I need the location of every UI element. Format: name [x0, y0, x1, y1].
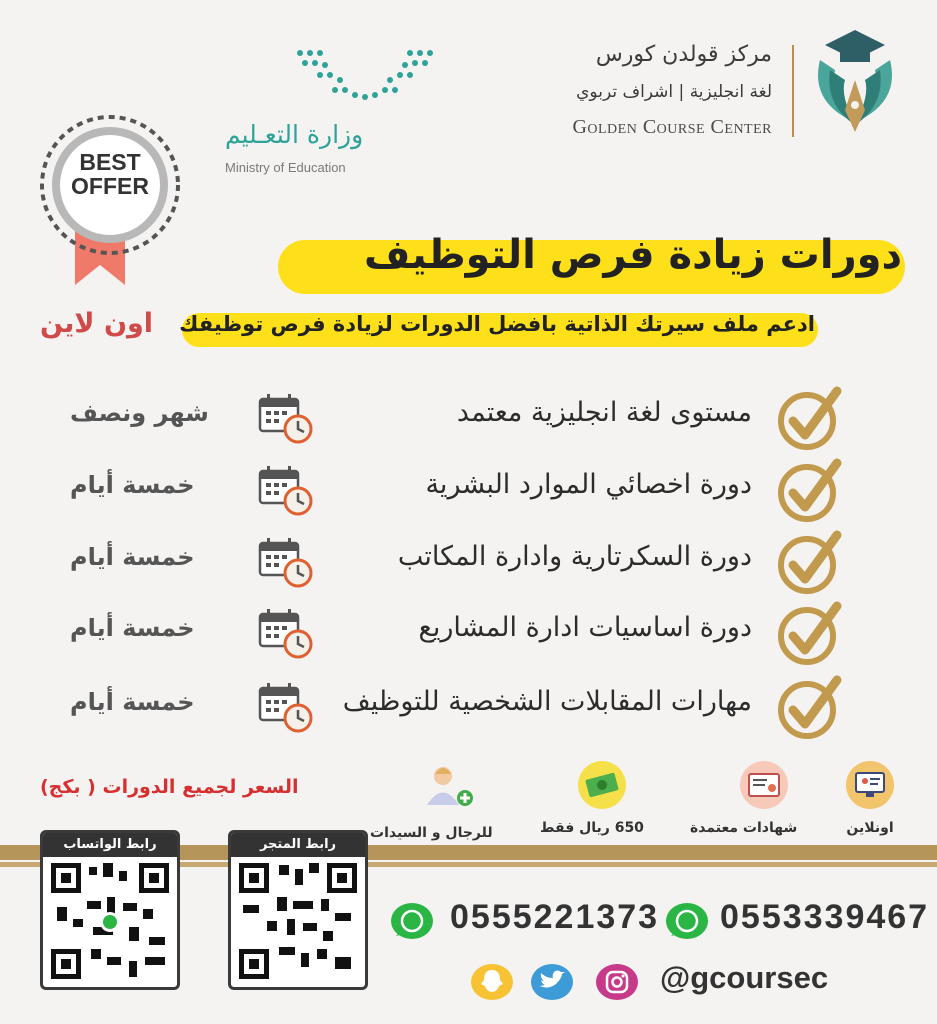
- whatsapp-icon[interactable]: [665, 902, 709, 940]
- center-subtitle-ar: لغة انجليزية | اشراف تربوي: [576, 82, 772, 102]
- course-name: مهارات المقابلات الشخصية للتوظيف: [342, 686, 752, 717]
- money-icon: [577, 760, 627, 810]
- course-name: دورة اخصائي الموارد البشرية: [425, 469, 752, 500]
- calendar-clock-icon: [258, 535, 318, 590]
- badge-line2: OFFER: [71, 173, 149, 199]
- course-name: دورة اساسيات ادارة المشاريع: [418, 612, 752, 643]
- check-icon: [775, 598, 845, 668]
- course-duration: خمسة أيام: [70, 543, 195, 571]
- certificate-icon: [739, 760, 789, 810]
- ministry-name-ar: وزارة التعـليم: [225, 120, 364, 149]
- course-duration: خمسة أيام: [70, 471, 195, 499]
- people-icon: [421, 760, 481, 815]
- price-note: السعر لجميع الدورات ( بكج): [40, 776, 299, 798]
- course-duration: خمسة أيام: [70, 688, 195, 716]
- calendar-clock-icon: [258, 680, 318, 735]
- calendar-clock-icon: [258, 606, 318, 661]
- whatsapp-qr-label: رابط الواتساب: [43, 833, 177, 857]
- instagram-icon[interactable]: [595, 962, 640, 1002]
- feature-audience-label: للرجال و السيدات: [370, 825, 493, 841]
- calendar-clock-icon: [258, 391, 318, 446]
- feature-online-label: اونلاين: [846, 820, 894, 836]
- course-row: [0, 455, 937, 525]
- phone-number-2[interactable]: 0555221373: [450, 898, 660, 936]
- phone-number-1[interactable]: 0553339467: [720, 898, 930, 936]
- course-row: [0, 383, 937, 453]
- subtitle: ادعم ملف سيرتك الذاتية بافضل الدورات لزيادة فرص توظيفك: [179, 312, 815, 336]
- store-qr-card[interactable]: [228, 830, 368, 990]
- best-offer-badge: [20, 110, 200, 290]
- course-row: [0, 598, 937, 668]
- ministry-logo-icon: [290, 45, 440, 105]
- online-monitor-icon: [845, 760, 895, 810]
- course-duration: خمسة أيام: [70, 614, 195, 642]
- feature-price-label: 650 ريال فقط: [540, 820, 644, 836]
- course-row: [0, 672, 937, 742]
- course-name: دورة السكرتارية وادارة المكاتب: [397, 541, 752, 572]
- check-icon: [775, 455, 845, 525]
- center-name-en: Golden Course Center: [572, 116, 772, 138]
- calendar-clock-icon: [258, 463, 318, 518]
- online-tag: اون لاين: [40, 308, 154, 339]
- whatsapp-qr-code-icon: [43, 857, 177, 987]
- social-handle[interactable]: @gcoursec: [660, 960, 829, 995]
- course-duration: شهر ونصف: [70, 399, 209, 427]
- feature-certificates-label: شهادات معتمدة: [690, 820, 798, 836]
- whatsapp-qr-card[interactable]: [40, 830, 180, 990]
- store-qr-code-icon: [231, 857, 365, 987]
- twitter-icon[interactable]: [530, 962, 575, 1002]
- check-icon: [775, 527, 845, 597]
- header-divider: [792, 45, 794, 137]
- check-icon: [775, 672, 845, 742]
- center-name-ar: مركز قولدن كورس: [595, 42, 772, 67]
- badge-line1: BEST: [79, 149, 141, 175]
- best-offer-text: [40, 150, 180, 198]
- check-icon: [775, 383, 845, 453]
- ministry-name-en: Ministry of Education: [225, 160, 346, 175]
- feature-certificates: [690, 760, 797, 836]
- course-name: مستوى لغة انجليزية معتمد: [456, 397, 752, 428]
- feature-online: [845, 760, 895, 836]
- course-row: [0, 527, 937, 597]
- whatsapp-icon[interactable]: [390, 902, 434, 940]
- feature-audience: [370, 760, 493, 841]
- snapchat-icon[interactable]: [470, 962, 515, 1002]
- store-qr-label: رابط المتجر: [231, 833, 365, 857]
- main-title: دورات زيادة فرص التوظيف: [364, 232, 902, 278]
- golden-course-logo: [800, 20, 910, 140]
- feature-price: [540, 760, 644, 836]
